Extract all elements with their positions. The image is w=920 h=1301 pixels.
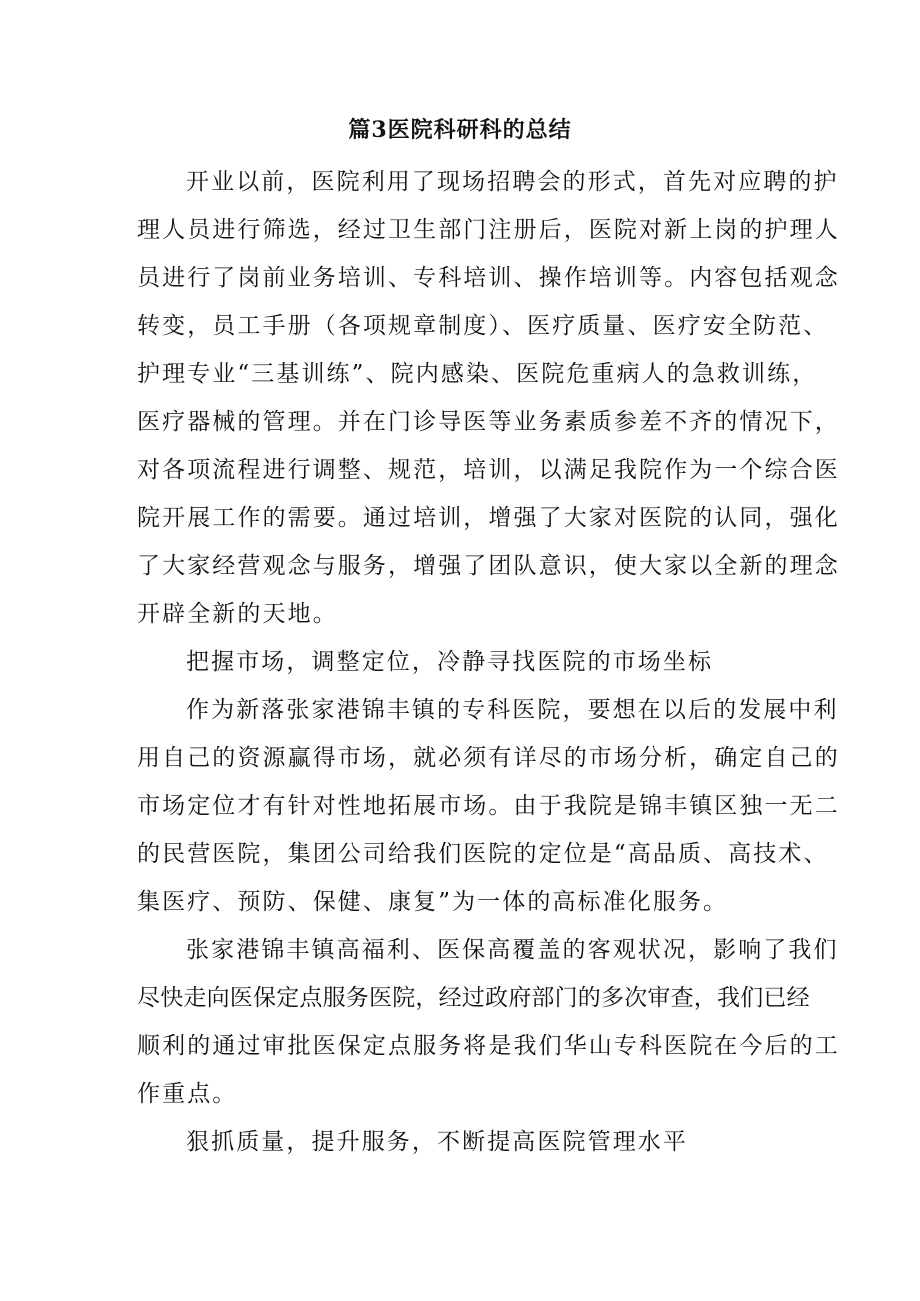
paragraph-line: 作重点。 — [137, 1081, 238, 1107]
paragraph-line: 作为新落张家港锦丰镇的专科医院，要想在以后的发展中利 — [186, 697, 839, 723]
section-heading: 狠抓质量，提升服务，不断提高医院管理水平 — [186, 1129, 688, 1155]
paragraph-line: 开业以前，医院利用了现场招聘会的形式，首先对应聘的护 — [186, 169, 839, 195]
paragraph-line: 市场定位才有针对性地拓展市场。由于我院是锦丰镇区独一无二 — [137, 793, 840, 819]
paragraph-line: 员进行了岗前业务培训、专科培训、操作培训等。内容包括观念 — [137, 265, 840, 291]
paragraph-line: 护理专业“三基训练”、院内感染、医院危重病人的急救训练， — [137, 361, 818, 387]
paragraph-line: 张家港锦丰镇高福利、医保高覆盖的客观状况，影响了我们 — [186, 937, 839, 963]
paragraph-line: 转变，员工手册（各项规章制度）、医疗质量、医疗安全防范、 — [137, 313, 829, 339]
paragraph-line: 用自己的资源赢得市场，就必须有详尽的市场分析，确定自己的 — [137, 745, 840, 771]
paragraph-line: 理人员进行筛选，经过卫生部门注册后，医院对新上岗的护理人 — [137, 217, 840, 243]
paragraph-line: 医疗器械的管理。并在门诊导医等业务素质参差不齐的情况下， — [137, 409, 840, 435]
paragraph-line: 对各项流程进行调整、规范，培训，以满足我院作为一个综合医 — [137, 457, 840, 483]
paragraph-line: 了大家经营观念与服务，增强了团队意识，使大家以全新的理念 — [137, 553, 840, 579]
paragraph-line: 开辟全新的天地。 — [137, 601, 338, 627]
paragraph-line: 院开展工作的需要。通过培训，增强了大家对医院的认同，强化 — [137, 505, 840, 531]
paragraph-line: 集医疗、预防、保健、康复”为一体的高标准化服务。 — [137, 889, 729, 915]
paragraph-line: 的民营医院，集团公司给我们医院的定位是“高品质、高技术、 — [137, 841, 829, 867]
document-title: 篇3医院科研科的总结 — [348, 117, 572, 143]
paragraph-line: 尽快走向医保定点服务医院，经过政府部门的多次审查，我们已经 — [137, 985, 810, 1011]
paragraph-line: 顺利的通过审批医保定点服务将是我们华山专科医院在今后的工 — [137, 1033, 840, 1059]
section-heading: 把握市场，调整定位，冷静寻找医院的市场坐标 — [186, 649, 714, 675]
